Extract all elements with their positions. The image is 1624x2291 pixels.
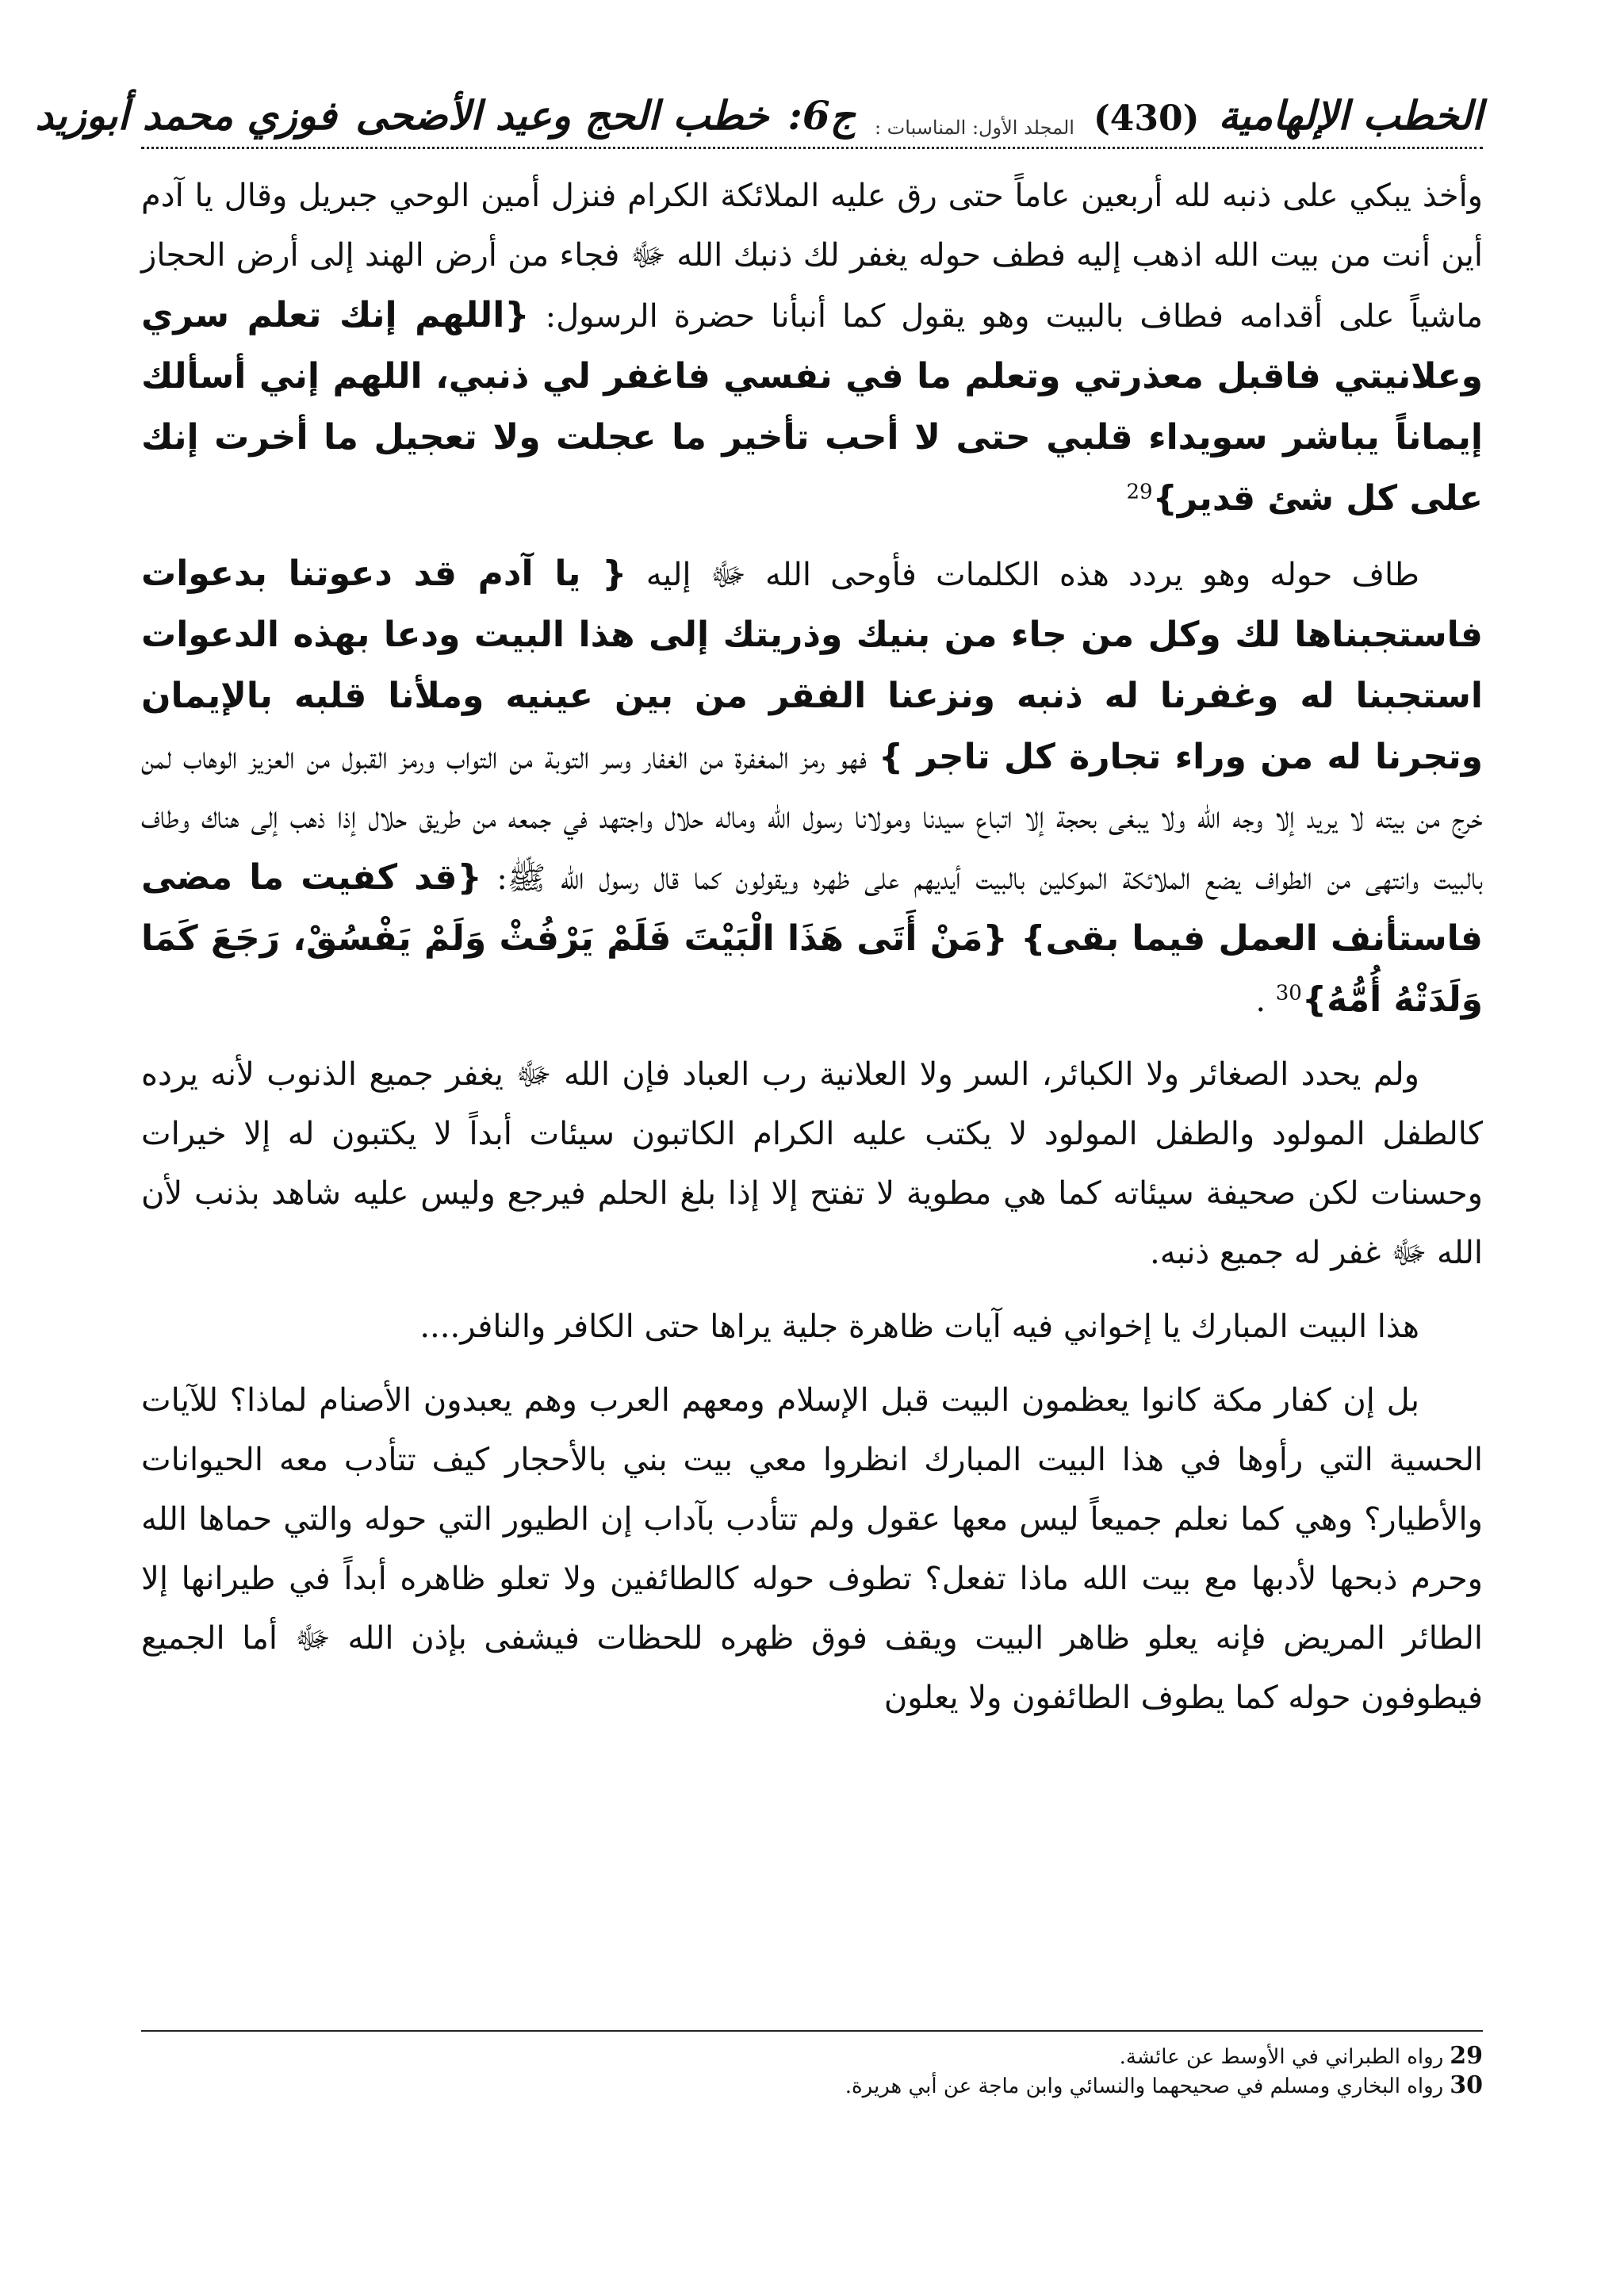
text-run: فهو رمز المغفرة من الغفار وسر التوبة من التواب ورمز القبول من العزيز الوهاب لمن خرج من بيته لا يريد إلا وجه الله ولا يبغى بحجة إلا اتباع سيدنا ومولانا رسول الله وماله حلال واجتهد في جمعه من طريق حلال إذا ذهب إلى هناك وطاف بالبيت وانتهى من الطواف يضع الملائكة الموكلين بالبيت أيديهم على ظهره ويقولون كما قال رسول الله ﷺ:: [141, 740, 1483, 897]
footnote-divider: [141, 2030, 1483, 2032]
part-label: ج6:: [787, 92, 856, 139]
paragraph: [141, 1045, 1483, 1283]
footnote: [141, 2042, 1483, 2071]
footnotes: [141, 2042, 1483, 2101]
quoted-text: {اللهم إنك تعلم سري وعلانيتي فاقبل معذرتي وتعلم ما في نفسي فاغفر لي ذنبي، اللهم إني أسألك إيماناً يباشر سويداء قلبي حتى لا أحب تأخير ما عجلت ولا تعجيل ما أخرت إنك على كل شئ قدير}: [141, 295, 1483, 519]
quoted-text: { يا آدم قد دعوتنا بدعوات فاستجبناها لك وكل من جاء من بنيك وذريتك إلى هذا البيت ودعا بهذه الدعوات استجبنا له وغفرنا له ذنبه ونزعنا الفقر من بين عينيه وملأنا قلبه بالإيمان وتجرنا له من وراء تجارة كل تاجر }: [141, 554, 1483, 777]
footnote-text: رواه البخاري ومسلم في صحيحهما والنسائي وابن ماجة عن أبي هريرة.: [845, 2075, 1444, 2098]
paragraph: [141, 1371, 1483, 1728]
text-run: .: [1255, 983, 1276, 1019]
footnote-reference: 30: [1275, 981, 1302, 1006]
section-title: خطب الحج وعيد الأضحى: [355, 92, 769, 139]
paragraph: [141, 167, 1483, 530]
paragraph: [141, 544, 1483, 1031]
body-text: [141, 167, 1483, 1742]
text-run: بل إن كفار مكة كانوا يعظمون البيت قبل الإسلام ومعهم العرب وهم يعبدون الأصنام لماذا؟ للآيات الحسية التي رأوها في هذا البيت المبارك انظروا معي بيت بني بالأحجار كيف تتأدب معه الحيوانات والأطيار؟ وهي كما نعلم جميعاً ليس معها عقول ولم تتأدب بآداب إن الطيور التي حوله والتي حماها الله وحرم ذبحها لأدبها مع بيت الله ماذا تفعل؟ تطوف حوله كالطائفين ولا تعلو ظاهره أبداً في طيرانها إلا الطائر المريض فإنه يعلو ظاهر البيت ويقف فوق ظهره للحظات فيشفى بإذن الله ﷻ أما الجميع فيطوفون حوله كما يطوف الطائفون ولا يعلون: [141, 1382, 1484, 1716]
text-run: هذا البيت المبارك يا إخواني فيه آيات ظاهرة جلية يراها حتى الكافر والنافر....: [419, 1308, 1419, 1345]
author-name: فوزي محمد أبوزيد: [35, 92, 337, 139]
footnote-number: 29: [1450, 2042, 1483, 2070]
text-run: وأخذ يبكي على ذنبه لله أربعين عاماً حتى رق عليه الملائكة الكرام فنزل أمين الوحي جبريل وقال يا آدم أين أنت من بيت الله اذهب إليه فطف حوله يغفر لك ذنبك الله ﷻ فجاء من أرض الهند إلى أرض الحجاز ماشياً على أقدامه فطاف بالبيت وهو يقول كما أنبأنا حضرة الرسول:: [141, 178, 1483, 335]
page-header: [35, 70, 1483, 149]
text-run: ولم يحدد الصغائر ولا الكبائر، السر ولا العلانية رب العباد فإن الله ﷻ يغفر جميع الذنوب لأنه يرده كالطفل المولود والطفل المولود لا يكتب عليه الكرام الكاتبون سيئات أبداً لا يكتبون له إلا خيرات وحسنات لكن صحيفة سيئاته كما هي مطوية لا تفتح إلا إذا بلغ الحلم فيرجع وليس عليه شاهد بذنب لأن الله ﷻ غفر له جميع ذنبه.: [141, 1056, 1483, 1271]
book-title: الخطب الإلهامية: [1218, 92, 1483, 139]
footnote-text: رواه الطبراني في الأوسط عن عائشة.: [1119, 2045, 1444, 2069]
footnote: [141, 2071, 1483, 2101]
footnote-reference: 29: [1126, 480, 1153, 504]
quoted-text: {قد كفيت ما مضى فاستأنف العمل فيما بقى} {مَنْ أَتَى هَذَا الْبَيْتَ فَلَمْ يَرْفُثْ وَلَمْ يَفْسُقْ، رَجَعَ كَمَا وَلَدَتْهُ أُمُّهُ}: [141, 857, 1483, 1020]
footnote-number: 30: [1450, 2071, 1483, 2099]
text-run: طاف حوله وهو يردد هذه الكلمات فأوحى الله ﷻ إليه: [626, 557, 1419, 593]
page-number: (430): [1093, 98, 1200, 139]
volume-label: المجلد الأول: المناسبات :: [874, 117, 1074, 139]
paragraph: [141, 1297, 1483, 1357]
